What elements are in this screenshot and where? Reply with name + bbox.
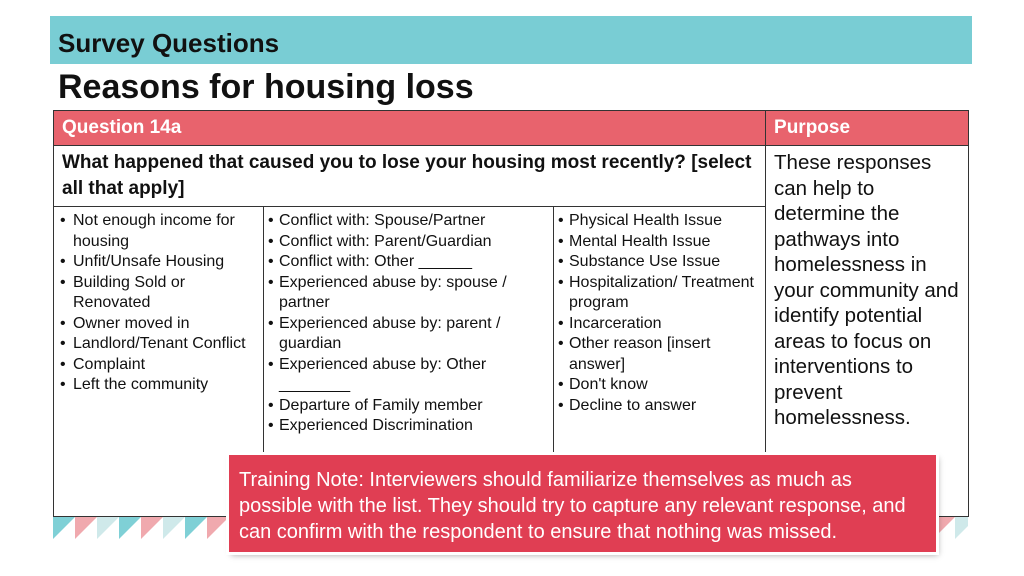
list-item: • Decline to answer (558, 396, 761, 417)
list-item: • Hospitalization/ Treatment program (558, 273, 761, 314)
list-item: • Experienced Discrimination (268, 416, 549, 437)
list-item: • Substance Use Issue (558, 252, 761, 273)
list-item: • Physical Health Issue (558, 211, 761, 232)
list-item: • Experienced abuse by: Other ________ (268, 355, 549, 396)
list-item: • Conflict with: Parent/Guardian (268, 232, 549, 253)
list-item: • Incarceration (558, 314, 761, 335)
section-subtitle: Survey Questions (58, 28, 280, 58)
list-item: • Left the community (58, 375, 259, 396)
list-item: • Building Sold or Renovated (58, 273, 259, 314)
purpose-header: Purpose (766, 111, 969, 146)
list-item: • Conflict with: Other ______ (268, 252, 549, 273)
purpose-text: These responses can help to determine the pathways into homelessness in your community and identify potential areas to focus on interventions to prevent homelessness. (766, 146, 969, 517)
list-item: • Don't know (558, 375, 761, 396)
list-item: • Not enough income for housing (58, 211, 259, 252)
list-item: • Unfit/Unsafe Housing (58, 252, 259, 273)
list-item: • Complaint (58, 355, 259, 376)
list-item: • Experienced abuse by: parent / guardian (268, 314, 549, 355)
question-header: Question 14a (54, 111, 766, 146)
list-item: • Conflict with: Spouse/Partner (268, 211, 549, 232)
list-item: • Landlord/Tenant Conflict (58, 334, 259, 355)
header-bar (50, 16, 972, 64)
list-item: • Departure of Family member (268, 396, 549, 417)
question-text: What happened that caused you to lose your housing most recently? [select all that apply] (54, 146, 766, 207)
list-item: • Mental Health Issue (558, 232, 761, 253)
list-item: • Owner moved in (58, 314, 259, 335)
list-item: • Experienced abuse by: spouse / partner (268, 273, 549, 314)
training-note: Training Note: Interviewers should familiarize themselves as much as possible with the list. They should try to capture any relevant response, and can confirm with the respondent to ensure that nothing was missed. (229, 455, 936, 552)
page-title: Reasons for housing loss (58, 68, 474, 106)
list-item: • Other reason [insert answer] (558, 334, 761, 375)
